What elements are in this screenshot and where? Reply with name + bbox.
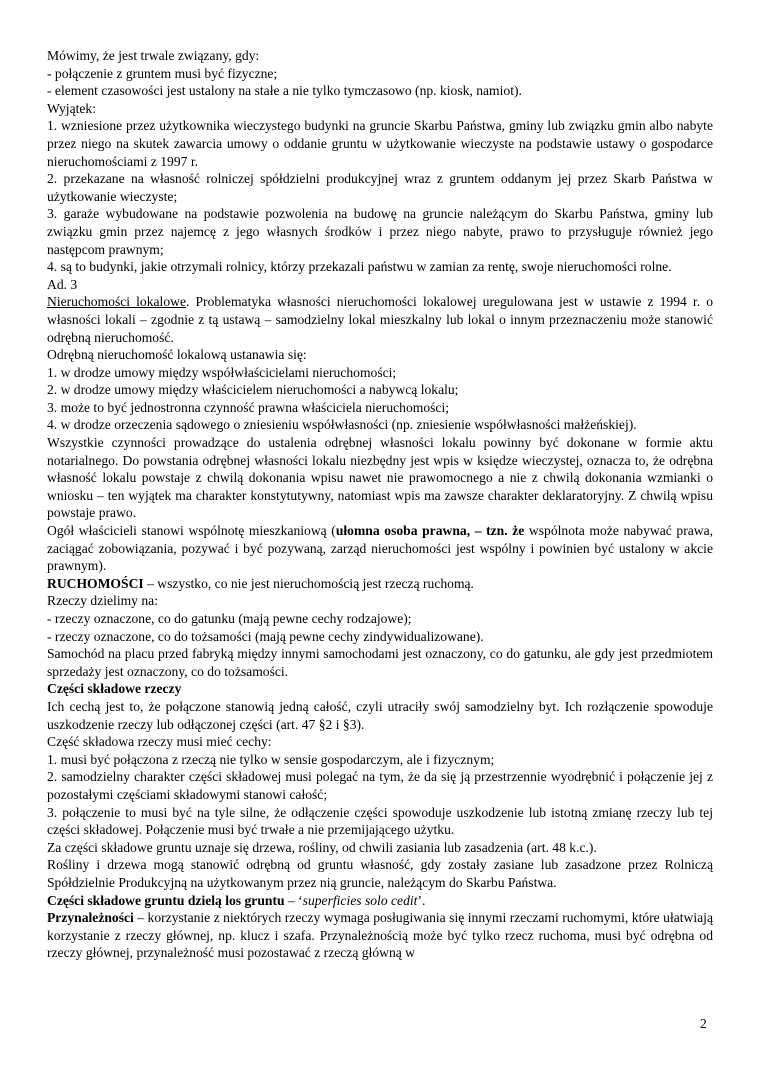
paragraph: Wyjątek: bbox=[47, 100, 97, 116]
paragraph: Część składowa rzeczy musi mieć cechy: bbox=[47, 734, 272, 750]
paragraph-grunt bbox=[47, 892, 713, 910]
paragraph: Rośliny i drzewa mogą stanowić odrębną od gruntu własność, gdy zostały zasiane lub zasadzone przez Rolniczą Spółdzielnie Produkcyjną na użytkowanym przez nią gruncie, należącym do Skarbu Państwa. bbox=[47, 857, 713, 890]
przynaleznosci-bold: Przynależności bbox=[47, 910, 134, 926]
list-item: 4. w drodze orzeczenia sądowego o zniesieniu współwłasności (np. zniesienie współwłasności małżeńskiej). bbox=[47, 417, 637, 433]
document-page bbox=[47, 47, 713, 962]
list-item: 1. musi być połączona z rzeczą nie tylko w sensie gospodarczym, ale i fizycznym; bbox=[47, 751, 495, 767]
ruchomosci-text: – wszystko, co nie jest nieruchomością jest rzeczą ruchomą. bbox=[143, 575, 474, 591]
paragraph-wspolnota bbox=[47, 522, 713, 575]
page-number: 2 bbox=[700, 1016, 707, 1031]
list-item: 2. w drodze umowy między właścicielem nieruchomości a nabywcą lokalu; bbox=[47, 382, 459, 398]
lokal-heading: Nieruchomości lokalowe bbox=[47, 294, 186, 310]
list-item: - połączenie z gruntem musi być fizyczne; bbox=[47, 65, 278, 81]
list-item: - element czasowości jest ustalony na stałe a nie tylko tymczasowo (np. kiosk, namiot). bbox=[47, 83, 522, 99]
grunt-end: ’. bbox=[417, 892, 426, 908]
grunt-bold: Części składowe gruntu dzielą los gruntu bbox=[47, 892, 285, 908]
paragraph: Za części składowe gruntu uznaje się drzewa, rośliny, od chwili zasiania lub zasadzenia (art. 48 k.c.). bbox=[47, 839, 597, 855]
list-item: 3. połączenie to musi być na tyle silne, że odłączenie części spowoduje uszkodzenie lub istotną zmianę rzeczy lub tej części składowej. Połączenie musi być trwałe a nie przemijającego użytku. bbox=[47, 804, 713, 838]
list-item: 2. samodzielny charakter części składowej musi polegać na tym, że da się ją przestrzennie wyodrębnić i połączenie jej z pozostałymi częściami składowymi stanowi całość; bbox=[47, 769, 713, 802]
list-item: 3. może to być jednostronna czynność prawna właściciela nieruchomości; bbox=[47, 399, 450, 415]
lokal-text: . Problematyka własności nieruchomości lokalowej uregulowana jest w ustawie z 1994 r. o własności lokali – zgodnie z tą ustawą – samodzielny lokal mieszkalny lub lokal o innym przeznaczeniu może stanowić odrębną nieruchomość. bbox=[47, 294, 713, 345]
grunt-italic: superficies solo cedit bbox=[302, 892, 418, 908]
paragraph-lokal bbox=[47, 293, 713, 346]
ruchomosci-bold: RUCHOMOŚCI bbox=[47, 575, 144, 591]
wspolnota-before: Ogół właścicieli stanowi wspólnotę mieszkaniową ( bbox=[47, 523, 336, 539]
list-item: 4. są to budynki, jakie otrzymali rolnicy, którzy przekazali państwu w zamian za rentę, swoje nieruchomości rolne. bbox=[47, 259, 672, 275]
paragraph: Wszystkie czynności prowadzące do ustalenia odrębnej własności lokalu powinny być dokonane w formie aktu notarialnego. Do powstania odrębnej własności lokalu niezbędny jest wpis w księdze wieczystej, oznacza to, że odrębna własność lokalu powstaje z chwilą dokonania wpisu nawet nie prawomocnego a nie z chwilą dokonania wzmianki o wniosku – ten wyjątek ma charakter konstytutywny, natomiast wpis ma zawsze charakter deklaratoryjny. Z chwilą wpisu powstaje prawo. bbox=[47, 435, 713, 521]
przynaleznosci-text: – korzystanie z niektórych rzeczy wymaga posługiwania się innymi rzeczami ruchomymi, które ułatwiają korzystanie z rzeczy głównej, np. klucz i szafa. Przynależnością może być tylko rzecz ruchoma, musi być odrębna od rzeczy głównej, przynależność musi pozostawać z rzeczą główną w bbox=[47, 910, 713, 961]
czesci-heading: Części składowe rzeczy bbox=[47, 681, 182, 697]
list-item: 1. w drodze umowy między współwłaścicielami nieruchomości; bbox=[47, 364, 397, 380]
paragraph-ruchomosci bbox=[47, 575, 713, 593]
paragraph: Ad. 3 bbox=[47, 276, 78, 292]
wspolnota-after: wspólnota może nabywać prawa, zaciągać zobowiązania, pozywać i być pozywaną, zarząd nieruchomości jest wspólny i powinien być ustalony w akcie prawnym). bbox=[47, 523, 713, 574]
list-item: - rzeczy oznaczone, co do gatunku (mają pewne cechy rodzajowe); bbox=[47, 611, 412, 626]
list-item: 3. garaże wybudowane na podstawie pozwolenia na budowę na gruncie należącym do Skarbu Państwa, gminy lub związku gmin przez najemcę z jego własnych środków i przez niego nabyte, prawo to przysługuje również jego następcom prawnym; bbox=[47, 206, 713, 257]
paragraph: Ich cechą jest to, że połączone stanowią jedną całość, czyli utraciły swój samodzielny byt. Ich rozłączenie spowoduje uszkodzenie rzeczy lub odłączonej części (art. 47 §2 i §3). bbox=[47, 698, 713, 732]
paragraph: Rzeczy dzielimy na: bbox=[47, 593, 158, 609]
paragraph-przynaleznosci bbox=[47, 909, 713, 962]
grunt-dash: – ‘ bbox=[284, 892, 303, 908]
wspolnota-bold: ułomna osoba prawna, – tzn. że bbox=[335, 523, 525, 539]
list-item: 1. wzniesione przez użytkownika wieczystego budynki na gruncie Skarbu Państwa, gminy lub związku gmin albo nabyte przez niego na skutek zawarcia umowy o oddanie gruntu w użytkowanie wieczyste na podstawie ustawy o gospodarce nieruchomościami z 1997 r. bbox=[47, 118, 713, 169]
paragraph: Samochód na placu przed fabryką między innymi samochodami jest oznaczony, co do gatunku, ale gdy jest przedmiotem sprzedaży jest oznaczony, co do tożsamości. bbox=[47, 646, 713, 679]
list-item: - rzeczy oznaczone, co do tożsamości (mają pewne cechy zindywidualizowane). bbox=[47, 628, 484, 644]
paragraph: Odrębną nieruchomość lokalową ustanawia się: bbox=[47, 347, 307, 363]
paragraph: Mówimy, że jest trwale związany, gdy: bbox=[47, 48, 260, 63]
list-item: 2. przekazane na własność rolniczej spółdzielni produkcyjnej wraz z gruntem oddanym jej przez Skarb Państwa w użytkowanie wieczyste; bbox=[47, 171, 713, 204]
section-heading bbox=[47, 680, 713, 698]
